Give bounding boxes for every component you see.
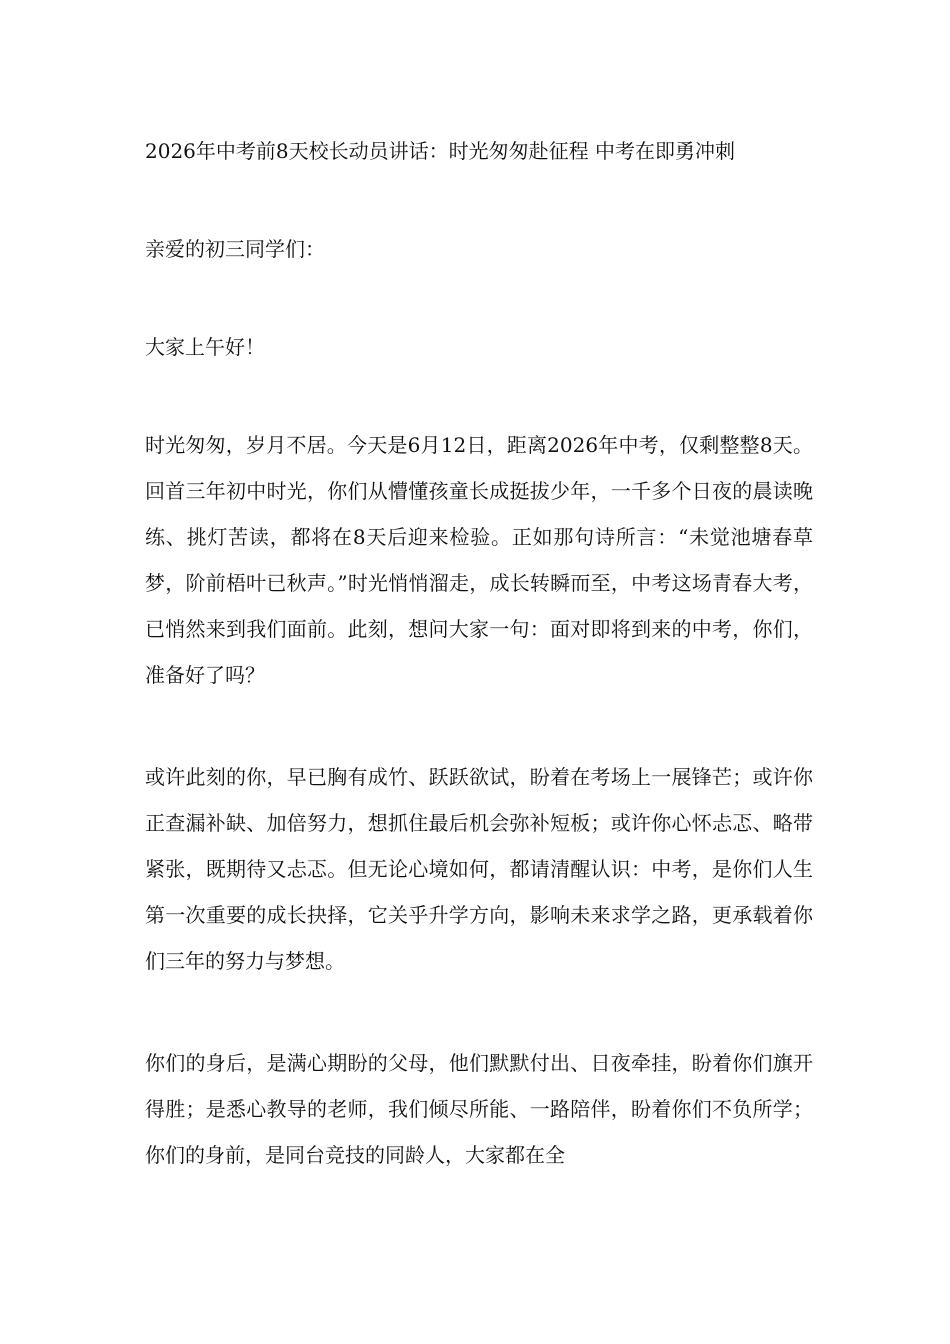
paragraph-3: 你们的身后，是满心期盼的父母，他们默默付出、日夜牵挂，盼着你们旗开得胜；是悉心教导的老师，我们倾尽所能、一路陪伴，盼着你们不负所学；你们的身前，是同台竞技的同龄人，大家都在全: [145, 1051, 813, 1167]
salutation: 亲爱的初三同学们：: [145, 237, 325, 261]
document-title: 2026年中考前8天校长动员讲话：时光匆匆赴征程 中考在即勇冲刺: [145, 139, 735, 163]
greeting: 大家上午好！: [145, 335, 265, 359]
document-body: [145, 128, 813, 1178]
paragraph-2: 或许此刻的你，早已胸有成竹、跃跃欲试，盼着在考场上一展锋芒；或许你正查漏补缺、加倍努力，想抓住最后机会弥补短板；或许你心怀忐忑、略带紧张，既期待又忐忑。但无论心境如何，都请清醒认识：中考，是你们人生第一次重要的成长抉择，它关乎升学方向，影响未来求学之路，更承载着你们三年的努力与梦想。: [145, 765, 813, 973]
paragraph-1: 时光匆匆，岁月不居。今天是6月12日，距离2026年中考，仅剩整整8天。回首三年初中时光，你们从懵懂孩童长成挺拔少年，一千多个日夜的晨读晚练、挑灯苦读，都将在8天后迎来检验。正如那句诗所言：“未觉池塘春草梦，阶前梧叶已秋声。”时光悄悄溜走，成长转瞬而至，中考这场青春大考，已悄然来到我们面前。此刻，想问大家一句：面对即将到来的中考，你们，准备好了吗？: [145, 433, 813, 687]
